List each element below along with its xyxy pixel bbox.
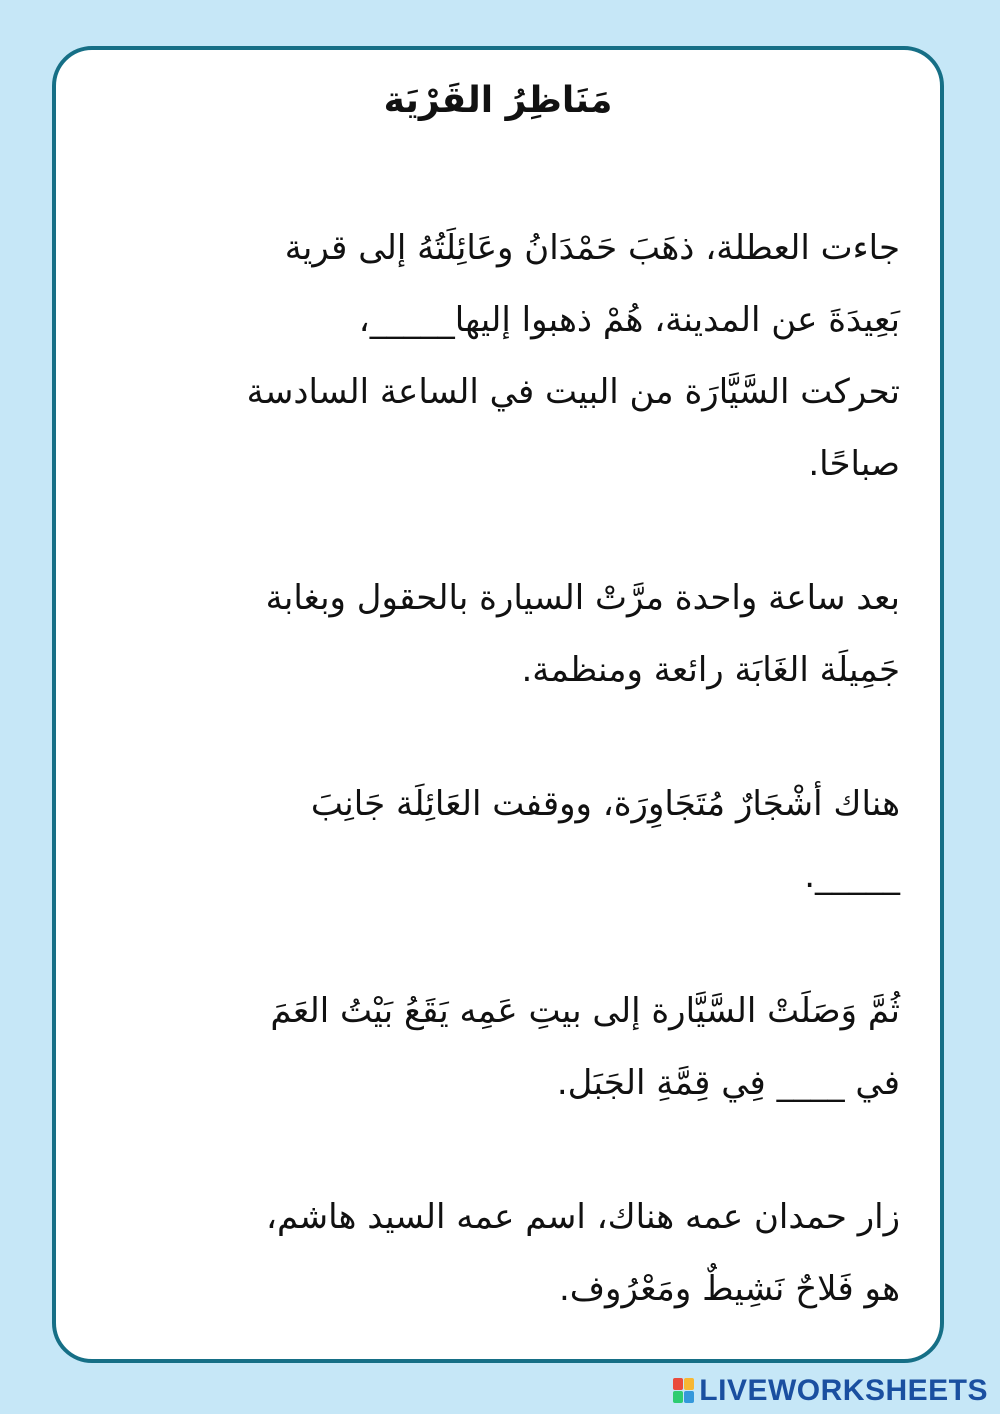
footer-branding[interactable] (673, 1374, 988, 1408)
paragraph-line: زار حمدان عمه هناك، اسم عمه السيد هاشم، (266, 1197, 900, 1237)
paragraph-2 (96, 562, 900, 706)
worksheet-card (52, 46, 944, 1363)
paragraph-line: _____. (804, 856, 900, 896)
paragraph-line: جاءت العطلة، ذهَبَ حَمْدَانُ وعَائِلَتُهُ إلى قرية (284, 228, 900, 268)
paragraph-line: تحركت السَّيَّارَة من البيت في الساعة السادسة (246, 372, 900, 412)
paragraph-line: ثُمَّ وَصَلَتْ السَّيَّارة إلى بيتِ عَمِه يَقَعُ بَيْتُ العَمَ (270, 991, 900, 1031)
paragraph-line: جَمِيلَة الغَابَة رائعة ومنظمة. (521, 650, 900, 690)
brand-name: LIVEWORKSHEETS (699, 1374, 988, 1407)
paragraph-5 (96, 1181, 900, 1325)
paragraph-line: بَعِيدَةَ عن المدينة، هُمْ ذهبوا إليها_____، (358, 300, 900, 340)
paragraph-4 (96, 975, 900, 1119)
paragraph-line: هناك أشْجَارٌ مُتَجَاوِرَة، ووقفت العَائِلَة جَانِبَ (310, 784, 900, 824)
paragraph-line: صباحًا. (808, 444, 900, 484)
paragraph-line: في ____ فِي قِمَّةِ الجَبَل. (556, 1063, 900, 1103)
paragraph-3 (96, 768, 900, 912)
paragraph-line: بعد ساعة واحدة مرَّتْ السيارة بالحقول وبغابة (265, 578, 900, 618)
paragraph-1 (96, 212, 900, 500)
page-title: مَنَاظِرُ القَرْيَة (383, 80, 613, 121)
paragraph-line: هو فَلاحٌ نَشِيطٌ ومَعْرُوف. (559, 1269, 900, 1309)
liveworksheets-logo-icon (673, 1378, 695, 1404)
